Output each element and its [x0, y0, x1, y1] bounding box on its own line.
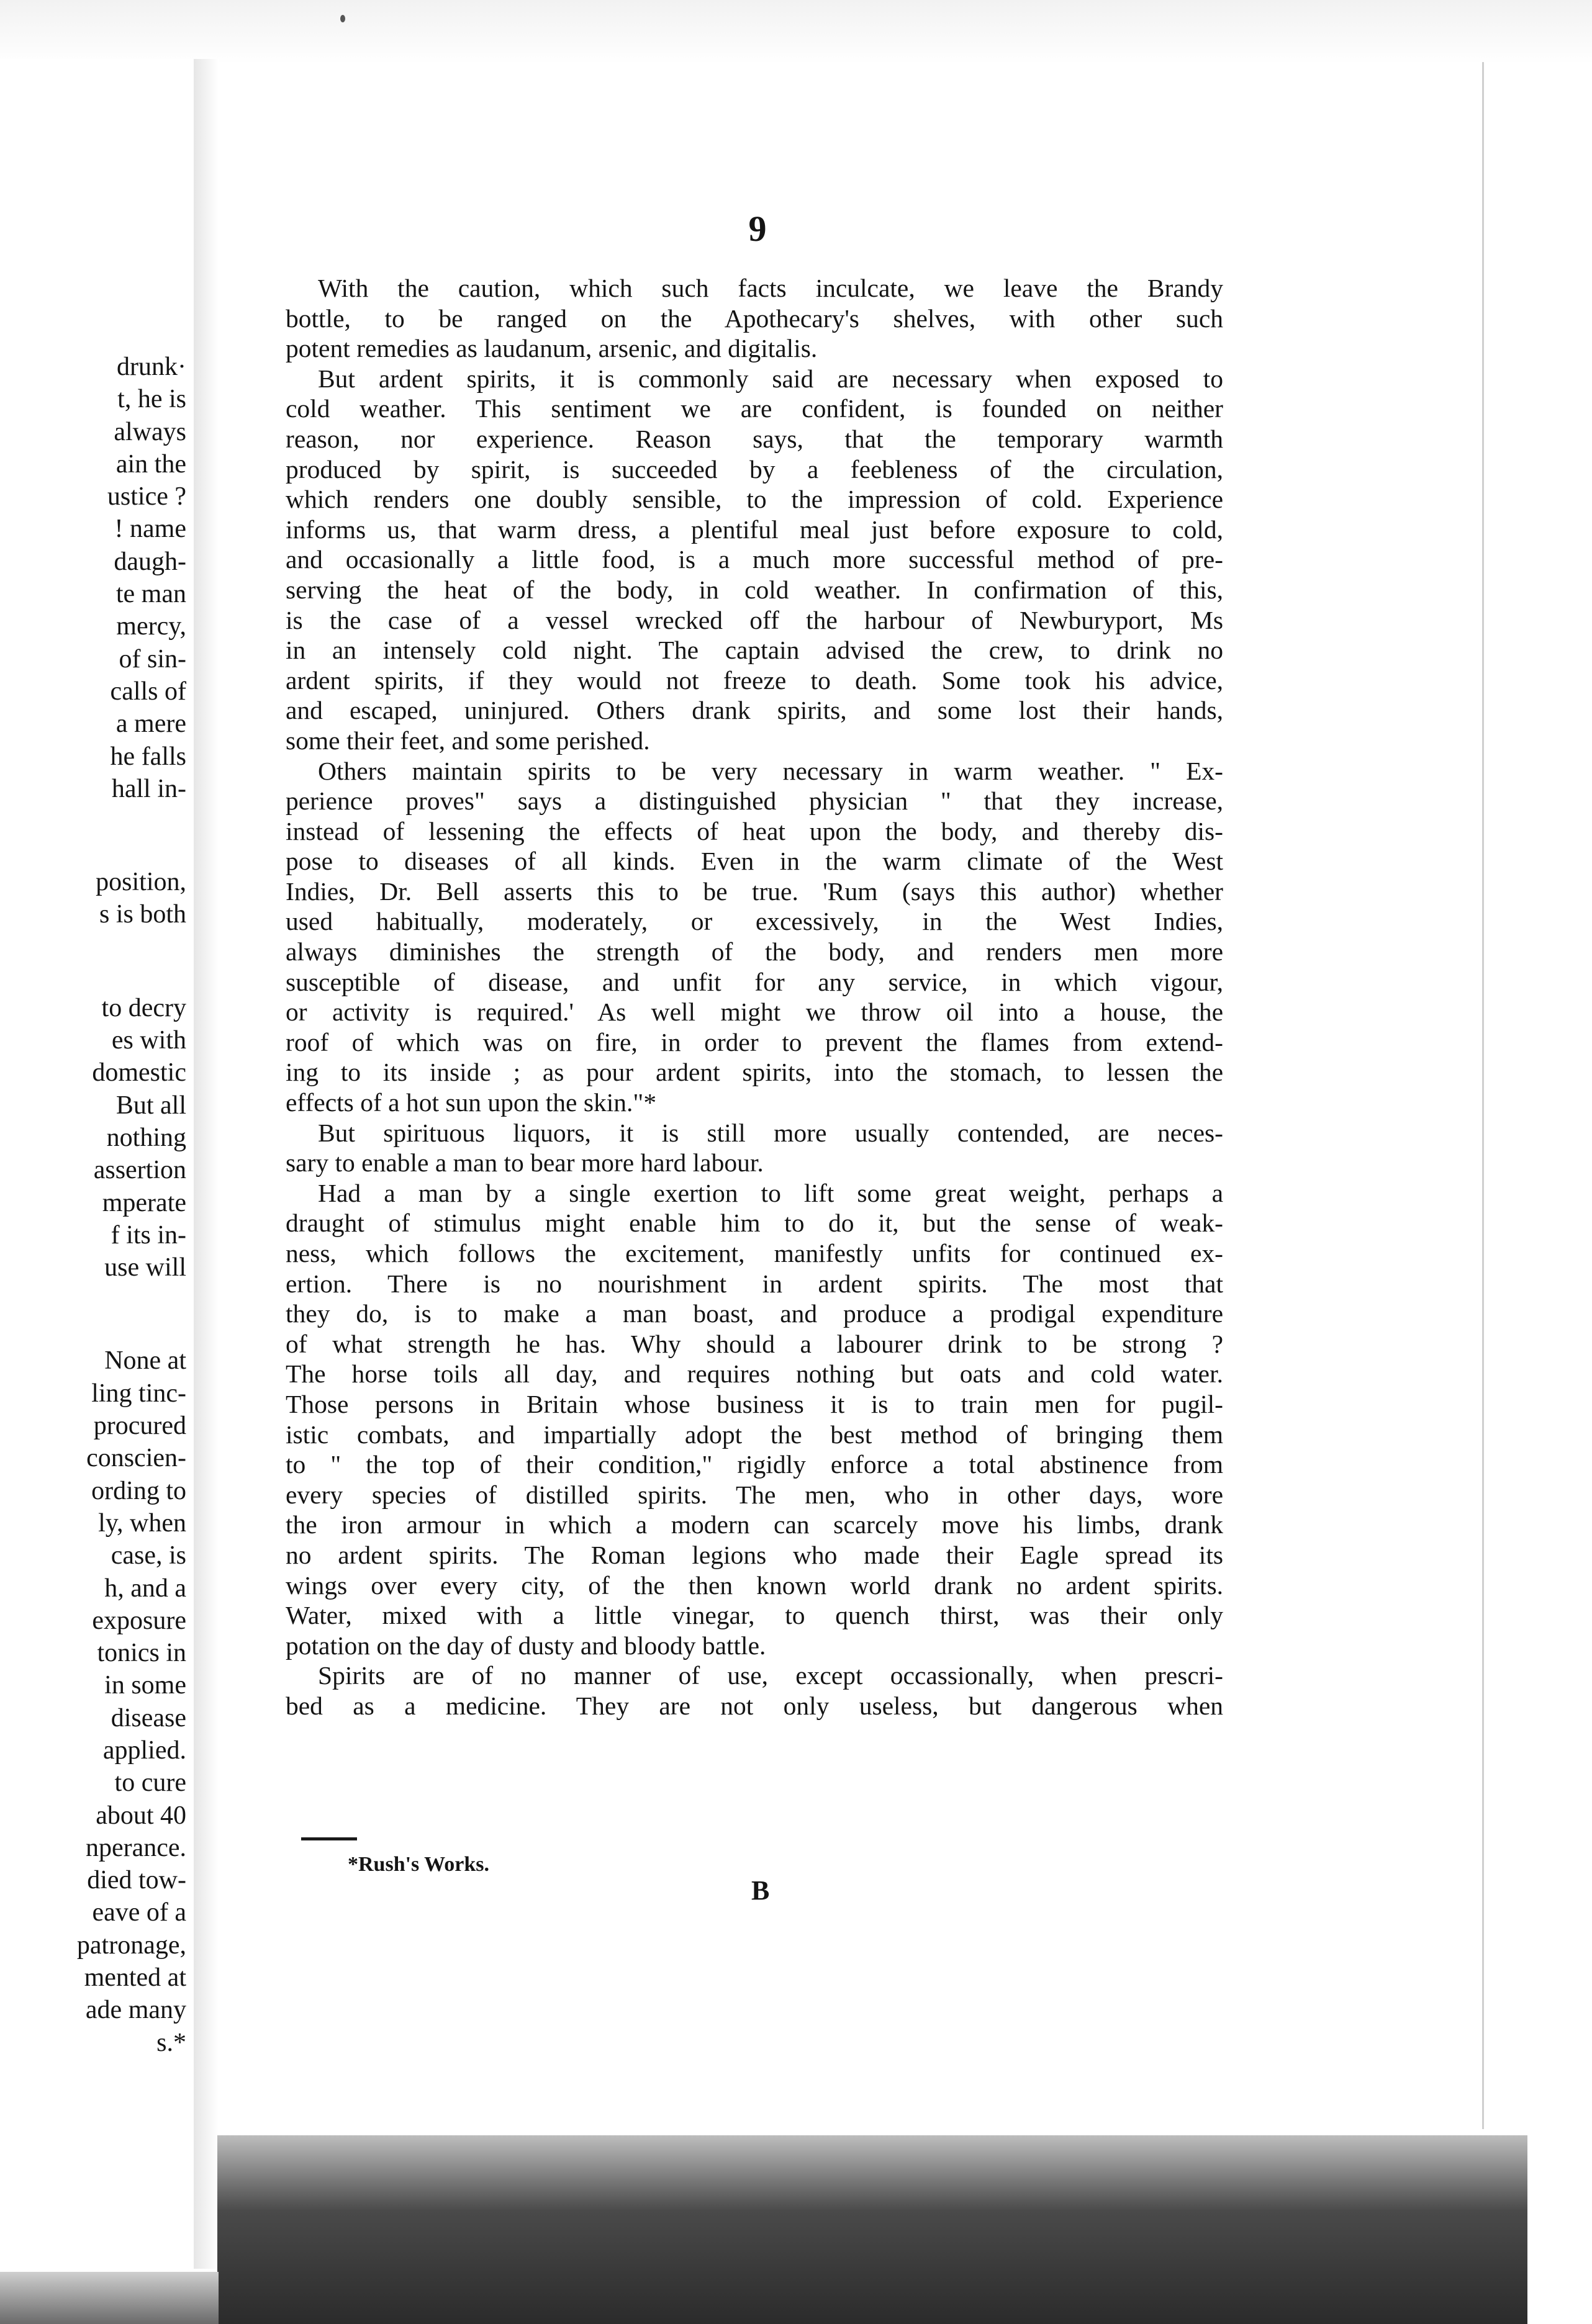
previous-page-fragment: ! name — [114, 515, 186, 544]
previous-page-fragment: case, is — [111, 1541, 186, 1570]
previous-page-fragment: None at — [104, 1346, 186, 1376]
text-line: ing to its inside ; as pour ardent spirits, into the stomach, to lessen the — [286, 1058, 1223, 1087]
text-line: produced by spirit, is succeeded by a feebleness of the circulation, — [286, 454, 1223, 484]
text-line: bottle, to be ranged on the Apothecary's shelves, with other such — [286, 304, 1223, 333]
previous-page-fragment: drunk· — [117, 353, 186, 381]
text-line: ertion. There is no nourishment in ardent spirits. The most that — [286, 1269, 1223, 1298]
ink-speck — [340, 15, 345, 22]
footnote: *Rush's Works. — [348, 1853, 490, 1876]
text-line: ness, which follows the excitement, manifestly unfits for continued ex- — [286, 1239, 1223, 1268]
text-line: pose to diseases of all kinds. Even in the warm climate of the West — [286, 847, 1223, 876]
text-line: Had a man by a single exertion to lift some great weight, perhaps a — [318, 1178, 1223, 1207]
previous-page-fragment: ling tinc- — [91, 1379, 186, 1408]
previous-page-fragment: ade many — [85, 1996, 186, 2025]
text-line: Those persons in Britain whose business it is to train men for pugil- — [286, 1389, 1223, 1418]
previous-page-fragment: domestic — [92, 1058, 186, 1088]
text-line: ardent spirits, if they would not freeze to death. Some took his advice, — [286, 665, 1223, 695]
text-line: cold weather. This sentiment we are confident, is founded on neither — [286, 394, 1223, 423]
previous-page-fragment: s is both — [99, 900, 186, 929]
text-line: But spirituous liquors, it is still more usually contended, are neces- — [318, 1118, 1223, 1147]
text-line: potation on the day of dusty and bloody battle. — [286, 1631, 766, 1660]
text-line: draught of stimulus might enable him to do it, but the sense of weak- — [286, 1209, 1223, 1238]
previous-page-fragment: patronage, — [76, 1930, 186, 1960]
previous-page-fragment: died tow- — [87, 1866, 186, 1895]
previous-page-text-fragments — [0, 351, 186, 2059]
text-line: reason, nor experience. Reason says, that the temporary warmth — [286, 424, 1223, 453]
text-line: roof of which was on fire, in order to prevent the flames from extend- — [286, 1027, 1223, 1056]
left-page-bottom-edge — [0, 2272, 219, 2324]
text-line: always diminishes the strength of the body, and renders men more — [286, 937, 1223, 966]
text-line: is the case of a vessel wrecked off the harbour of Newburyport, Ms — [286, 605, 1223, 634]
previous-page-fragment: ording to — [91, 1476, 186, 1505]
previous-page-fragment: to cure — [114, 1768, 186, 1798]
previous-page-fragment: procured — [93, 1412, 186, 1441]
right-margin — [1484, 62, 1592, 2135]
text-line: instead of lessening the effects of heat upon the body, and thereby dis- — [286, 816, 1223, 845]
previous-page-fragment: tonics in — [97, 1639, 186, 1668]
text-line: serving the heat of the body, in cold weather. In confirmation of this, — [286, 575, 1223, 604]
book-gutter — [194, 59, 219, 2269]
text-line: wings over every city, of the then known world drank no ardent spirits. — [286, 1570, 1223, 1600]
page-bottom-edge — [217, 2135, 1527, 2324]
text-line: the iron armour in which a modern can scarcely move his limbs, drank — [286, 1510, 1223, 1539]
previous-page-fragment: hall in- — [111, 774, 186, 803]
previous-page-fragment: applied. — [102, 1736, 186, 1765]
footnote-rule — [301, 1837, 357, 1840]
text-line: istic combats, and impartially adopt the best method of bringing them — [286, 1420, 1223, 1449]
paragraph-gap — [0, 805, 186, 866]
text-line: perience proves" says a distinguished physician " that they increase, — [286, 786, 1223, 816]
text-line: sary to enable a man to bear more hard labour. — [286, 1148, 764, 1178]
previous-page-edge — [0, 59, 196, 2269]
text-line: potent remedies as laudanum, arsenic, and digitalis. — [286, 334, 818, 363]
previous-page-fragment: conscien- — [86, 1444, 186, 1473]
previous-page-fragment: mercy, — [116, 612, 186, 641]
previous-page-fragment: in some — [104, 1671, 186, 1700]
previous-page-fragment: te man — [115, 580, 186, 609]
text-line: Indies, Dr. Bell asserts this to be true. 'Rum (says this author) whether — [286, 876, 1223, 906]
previous-page-fragment: of sin- — [119, 644, 186, 673]
previous-page-fragment: a mere — [115, 709, 186, 739]
previous-page-fragment: he falls — [110, 742, 186, 771]
text-line: every species of distilled spirits. The men, who in other days, wore — [286, 1480, 1223, 1509]
text-line: effects of a hot sun upon the skin."* — [286, 1088, 657, 1117]
previous-page-fragment: t, he is — [117, 385, 186, 414]
previous-page-fragment: nperance. — [85, 1833, 186, 1862]
previous-page-fragment: h, and a — [104, 1574, 186, 1603]
text-line: no ardent spirits. The Roman legions who made their Eagle spread its — [286, 1540, 1223, 1569]
previous-page-fragment: about 40 — [96, 1801, 186, 1830]
text-line: Others maintain spirits to be very necessary in warm weather. " Ex- — [318, 756, 1223, 785]
previous-page-fragment: ly, when — [98, 1508, 186, 1538]
previous-page-fragment: f its in- — [111, 1220, 186, 1250]
previous-page-fragment: s.* — [156, 2028, 186, 2057]
paragraph-gap — [0, 1284, 186, 1344]
previous-page-fragment: to decry — [101, 993, 186, 1022]
previous-page-fragment: ustice ? — [107, 482, 186, 511]
page-number: 9 — [748, 209, 767, 249]
text-line: they do, is to make a man boast, and produce a prodigal expenditure — [286, 1299, 1223, 1328]
previous-page-fragment: use will — [104, 1253, 186, 1282]
top-shadow — [0, 0, 1592, 65]
previous-page-fragment: But all — [115, 1091, 186, 1120]
previous-page-fragment: disease — [111, 1703, 186, 1732]
previous-page-fragment: eave of a — [92, 1898, 186, 1927]
text-line: in an intensely cold night. The captain advised the crew, to drink no — [286, 636, 1223, 665]
text-line: some their feet, and some perished. — [286, 726, 650, 755]
previous-page-fragment: mperate — [102, 1188, 186, 1217]
text-line: But ardent spirits, it is commonly said are necessary when exposed to — [318, 364, 1223, 393]
text-line: and escaped, uninjured. Others drank spirits, and some lost their hands, — [286, 696, 1223, 725]
previous-page-fragment: position, — [96, 868, 186, 897]
body-text — [286, 273, 1223, 1721]
text-line: used habitually, moderately, or excessively, in the West Indies, — [286, 907, 1223, 936]
signature-mark: B — [751, 1875, 770, 1906]
text-line: to " the top of their condition," rigidly enforce a total abstinence from — [286, 1450, 1223, 1479]
text-line: Spirits are of no manner of use, except occassionally, when prescri- — [318, 1661, 1223, 1690]
previous-page-fragment: es with — [111, 1026, 186, 1055]
previous-page-fragment: assertion — [93, 1156, 186, 1185]
previous-page-fragment: nothing — [106, 1123, 186, 1152]
text-line: With the caution, which such facts inculcate, we leave the Brandy — [318, 274, 1223, 302]
previous-page-fragment: ain the — [115, 449, 186, 479]
previous-page-fragment: mented at — [84, 1963, 186, 1993]
text-line: and occasionally a little food, is a much more successful method of pre- — [286, 545, 1223, 574]
text-line: bed as a medicine. They are not only useless, but dangerous when — [286, 1691, 1223, 1720]
text-line: which renders one doubly sensible, to the impression of cold. Experience — [286, 485, 1223, 514]
text-line: or activity is required.' As well might we throw oil into a house, the — [286, 998, 1223, 1027]
previous-page-fragment: daugh- — [114, 547, 186, 576]
text-line: Water, mixed with a little vinegar, to quench thirst, was their only — [286, 1601, 1223, 1630]
previous-page-fragment: always — [114, 417, 186, 446]
previous-page-fragment: calls of — [110, 677, 186, 706]
text-line: susceptible of disease, and unfit for any service, in which vigour, — [286, 967, 1223, 996]
text-line: informs us, that warm dress, a plentiful meal just before exposure to cold, — [286, 515, 1223, 544]
text-line: The horse toils all day, and requires nothing but oats and cold water. — [286, 1359, 1223, 1389]
previous-page-fragment: exposure — [92, 1606, 186, 1635]
paragraph-gap — [0, 931, 186, 992]
text-line: of what strength he has. Why should a labourer drink to be strong ? — [286, 1329, 1223, 1358]
